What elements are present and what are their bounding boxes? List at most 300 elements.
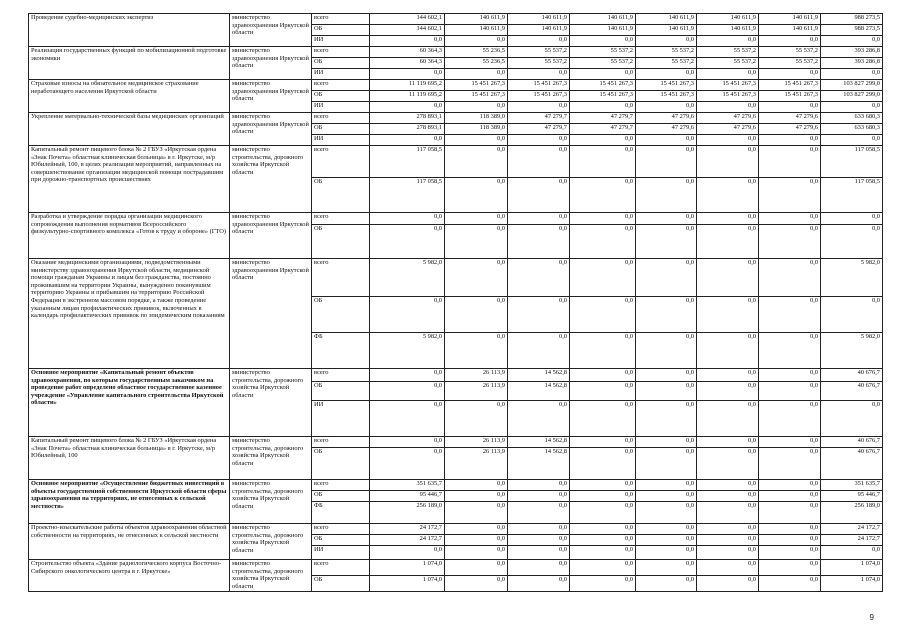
funding-source: ИИ	[312, 36, 370, 47]
year-value: 140 611,9	[759, 25, 821, 36]
funding-source: всего	[312, 524, 370, 535]
funding-source: ОБ	[312, 491, 370, 502]
year-value: 0,0	[570, 560, 636, 576]
year-value: 140 611,9	[697, 25, 759, 36]
year-value: 11 119 695,2	[370, 80, 445, 91]
year-value: 0,0	[636, 448, 697, 480]
year-value: 144 602,1	[370, 25, 445, 36]
year-value: 0,0	[570, 297, 636, 333]
table-row	[29, 213, 883, 225]
year-value: 47 279,7	[570, 124, 636, 135]
year-value: 351 635,7	[370, 480, 445, 491]
year-value: 15 451 267,3	[570, 80, 636, 91]
total-value: 40 676,7	[821, 369, 883, 382]
year-value: 15 451 267,3	[759, 91, 821, 102]
year-value: 47 279,6	[697, 124, 759, 135]
year-value: 0,0	[508, 576, 570, 592]
year-value: 0,0	[570, 369, 636, 382]
funding-source: ИИ	[312, 102, 370, 113]
year-value: 0,0	[508, 178, 570, 213]
year-value: 47 279,6	[636, 113, 697, 124]
year-value: 26 113,9	[445, 369, 508, 382]
year-value: 0,0	[508, 297, 570, 333]
year-value: 140 611,9	[570, 14, 636, 25]
table-row	[29, 480, 883, 491]
year-value: 0,0	[636, 146, 697, 178]
year-value: 0,0	[570, 401, 636, 437]
year-value: 0,0	[759, 146, 821, 178]
year-value: 55 537,2	[636, 58, 697, 69]
year-value: 140 611,9	[445, 14, 508, 25]
total-value: 1 074,0	[821, 576, 883, 592]
year-value: 11 119 695,2	[370, 91, 445, 102]
year-value: 47 279,7	[508, 124, 570, 135]
year-value: 0,0	[445, 135, 508, 146]
year-value: 0,0	[445, 259, 508, 297]
total-value: 1 074,0	[821, 560, 883, 576]
year-value: 0,0	[636, 491, 697, 502]
total-value: 0,0	[821, 546, 883, 560]
year-value: 0,0	[759, 448, 821, 480]
measure-name: Укрепление материально-технической базы медицинских организаций	[29, 113, 230, 146]
total-value: 633 680,3	[821, 113, 883, 124]
total-value: 95 446,7	[821, 491, 883, 502]
year-value: 0,0	[570, 135, 636, 146]
year-value: 55 537,2	[697, 47, 759, 58]
year-value: 55 537,2	[570, 58, 636, 69]
year-value: 0,0	[636, 213, 697, 225]
total-value: 633 680,3	[821, 124, 883, 135]
year-value: 24 172,7	[370, 535, 445, 546]
funding-source: ОБ	[312, 382, 370, 401]
year-value: 0,0	[508, 102, 570, 113]
funding-source: ОБ	[312, 448, 370, 480]
year-value: 0,0	[570, 178, 636, 213]
year-value: 0,0	[445, 576, 508, 592]
year-value: 0,0	[636, 401, 697, 437]
year-value: 0,0	[570, 480, 636, 491]
year-value: 0,0	[759, 259, 821, 297]
year-value: 117 058,5	[370, 146, 445, 178]
year-value: 55 537,2	[570, 47, 636, 58]
year-value: 0,0	[636, 576, 697, 592]
funding-source: ИИ	[312, 69, 370, 80]
year-value: 0,0	[759, 297, 821, 333]
year-value: 0,0	[636, 546, 697, 560]
total-value: 988 273,5	[821, 25, 883, 36]
year-value: 60 364,3	[370, 58, 445, 69]
measure-name: Страховые взносы на обязательное медицинское страхование неработающего населения Иркутской области	[29, 80, 230, 113]
year-value: 140 611,9	[759, 14, 821, 25]
measure-name: Основное мероприятие «Капитальный ремонт объектов здравоохранения, по которым государственным заказчиком на проведение работ определено областное государственное казенное учреждение «Управление капитального строительства Иркутской области»	[29, 369, 230, 437]
funding-source: ОБ	[312, 58, 370, 69]
total-value: 0,0	[821, 401, 883, 437]
year-value: 0,0	[370, 437, 445, 448]
year-value: 0,0	[759, 102, 821, 113]
year-value: 1 074,0	[370, 560, 445, 576]
year-value: 0,0	[570, 546, 636, 560]
year-value: 0,0	[636, 135, 697, 146]
year-value: 0,0	[445, 491, 508, 502]
year-value: 278 893,1	[370, 124, 445, 135]
year-value: 0,0	[697, 146, 759, 178]
year-value: 0,0	[697, 213, 759, 225]
year-value: 47 279,6	[759, 124, 821, 135]
year-value: 0,0	[445, 178, 508, 213]
year-value: 47 279,7	[570, 113, 636, 124]
year-value: 0,0	[508, 259, 570, 297]
year-value: 0,0	[636, 480, 697, 491]
year-value: 0,0	[570, 259, 636, 297]
year-value: 0,0	[636, 502, 697, 524]
year-value: 0,0	[570, 576, 636, 592]
year-value: 0,0	[570, 213, 636, 225]
year-value: 55 236,5	[445, 47, 508, 58]
funding-source: ОБ	[312, 535, 370, 546]
year-value: 0,0	[370, 297, 445, 333]
year-value: 0,0	[759, 576, 821, 592]
year-value: 0,0	[697, 524, 759, 535]
year-value: 0,0	[759, 401, 821, 437]
year-value: 0,0	[759, 546, 821, 560]
funding-source: всего	[312, 113, 370, 124]
year-value: 0,0	[445, 225, 508, 259]
year-value: 0,0	[636, 369, 697, 382]
year-value: 0,0	[697, 382, 759, 401]
year-value: 140 611,9	[508, 14, 570, 25]
responsible-executor: министерство строительства, дорожного хозяйства Иркутской области	[230, 369, 312, 437]
year-value: 0,0	[370, 36, 445, 47]
table-row	[29, 113, 883, 124]
year-value: 0,0	[759, 213, 821, 225]
year-value: 0,0	[697, 480, 759, 491]
year-value: 0,0	[445, 102, 508, 113]
year-value: 118 389,0	[445, 124, 508, 135]
year-value: 117 058,5	[370, 178, 445, 213]
year-value: 0,0	[370, 69, 445, 80]
year-value: 0,0	[570, 535, 636, 546]
year-value: 15 451 267,3	[697, 80, 759, 91]
year-value: 0,0	[570, 437, 636, 448]
year-value: 15 451 267,3	[445, 91, 508, 102]
total-value: 24 172,7	[821, 535, 883, 546]
total-value: 0,0	[821, 225, 883, 259]
year-value: 5 982,0	[370, 333, 445, 369]
year-value: 0,0	[370, 382, 445, 401]
funding-source: всего	[312, 560, 370, 576]
year-value: 0,0	[370, 213, 445, 225]
funding-source: всего	[312, 213, 370, 225]
table-body	[29, 14, 883, 592]
total-value: 117 058,5	[821, 146, 883, 178]
year-value: 0,0	[636, 535, 697, 546]
total-value: 0,0	[821, 135, 883, 146]
total-value: 0,0	[821, 102, 883, 113]
year-value: 60 364,3	[370, 47, 445, 58]
year-value: 0,0	[636, 297, 697, 333]
year-value: 0,0	[636, 437, 697, 448]
year-value: 55 537,2	[759, 58, 821, 69]
year-value: 0,0	[697, 576, 759, 592]
responsible-executor: министерство здравоохранения Иркутской области	[230, 80, 312, 113]
year-value: 0,0	[370, 448, 445, 480]
year-value: 0,0	[636, 259, 697, 297]
year-value: 0,0	[697, 401, 759, 437]
total-value: 103 827 299,0	[821, 80, 883, 91]
measure-name: Основное мероприятие «Осуществление бюджетных инвестиций в объекты государственной собственности Иркутской области сферы здравоохранения на территориях, не отнесенных к сельской местности»	[29, 480, 230, 524]
responsible-executor: министерство строительства, дорожного хозяйства Иркутской области	[230, 437, 312, 480]
year-value: 0,0	[508, 491, 570, 502]
year-value: 0,0	[697, 102, 759, 113]
year-value: 0,0	[759, 502, 821, 524]
responsible-executor: министерство строительства, дорожного хозяйства Иркутской области	[230, 480, 312, 524]
year-value: 0,0	[636, 524, 697, 535]
responsible-executor: министерство здравоохранения Иркутской области	[230, 113, 312, 146]
year-value: 24 172,7	[370, 524, 445, 535]
funding-source: ФБ	[312, 502, 370, 524]
year-value: 0,0	[370, 369, 445, 382]
year-value: 0,0	[445, 401, 508, 437]
total-value: 351 635,7	[821, 480, 883, 491]
funding-source: ИИ	[312, 546, 370, 560]
year-value: 26 113,9	[445, 382, 508, 401]
funding-source: всего	[312, 480, 370, 491]
measure-name: Капитальный ремонт пищевого блока № 2 ГБУЗ «Иркутская ордена «Знак Почета» областная клиническая больница» в г. Иркутске, м/р Юбилейный, 100	[29, 437, 230, 480]
year-value: 14 562,8	[508, 369, 570, 382]
year-value: 0,0	[570, 502, 636, 524]
year-value: 0,0	[697, 491, 759, 502]
funding-source: всего	[312, 259, 370, 297]
year-value: 0,0	[697, 560, 759, 576]
measure-name: Капитальный ремонт пищевого блока № 2 ГБУЗ «Иркутская ордена «Знак Почета» областная клиническая больница» в г. Иркутске, м/р Юбилейный, 100, в целях реализации мероприятий, направленных на совершенствование организации медицинской помощи пострадавшим при дорожно-транспортных происшествиях	[29, 146, 230, 213]
year-value: 0,0	[759, 69, 821, 80]
table-row	[29, 146, 883, 178]
year-value: 0,0	[370, 546, 445, 560]
year-value: 55 537,2	[508, 58, 570, 69]
year-value: 55 537,2	[759, 47, 821, 58]
measure-name: Строительство объекта «Здание радиологического корпуса Восточно-Сибирского онкологического центра в г. Иркутске»	[29, 560, 230, 592]
table-row	[29, 14, 883, 25]
year-value: 0,0	[445, 546, 508, 560]
year-value: 0,0	[508, 213, 570, 225]
year-value: 0,0	[759, 333, 821, 369]
year-value: 144 602,1	[370, 14, 445, 25]
year-value: 0,0	[370, 135, 445, 146]
year-value: 0,0	[697, 135, 759, 146]
funding-source: ОБ	[312, 297, 370, 333]
year-value: 0,0	[445, 36, 508, 47]
year-value: 0,0	[570, 102, 636, 113]
year-value: 47 279,6	[759, 113, 821, 124]
responsible-executor: министерство здравоохранения Иркутской области	[230, 259, 312, 369]
year-value: 0,0	[570, 382, 636, 401]
funding-source: всего	[312, 146, 370, 178]
total-value: 0,0	[821, 69, 883, 80]
year-value: 0,0	[636, 102, 697, 113]
year-value: 0,0	[697, 178, 759, 213]
year-value: 47 279,7	[508, 113, 570, 124]
year-value: 0,0	[508, 36, 570, 47]
table-row	[29, 560, 883, 576]
year-value: 0,0	[759, 36, 821, 47]
year-value: 0,0	[759, 382, 821, 401]
year-value: 0,0	[508, 146, 570, 178]
funding-source: ОБ	[312, 124, 370, 135]
year-value: 47 279,6	[636, 124, 697, 135]
budget-table	[28, 13, 883, 592]
funding-source: всего	[312, 47, 370, 58]
year-value: 0,0	[570, 36, 636, 47]
year-value: 140 611,9	[697, 14, 759, 25]
year-value: 15 451 267,3	[636, 80, 697, 91]
year-value: 0,0	[759, 135, 821, 146]
total-value: 393 286,8	[821, 58, 883, 69]
year-value: 14 562,8	[508, 448, 570, 480]
year-value: 0,0	[759, 560, 821, 576]
year-value: 0,0	[508, 535, 570, 546]
year-value: 0,0	[570, 448, 636, 480]
responsible-executor: министерство строительства, дорожного хозяйства Иркутской области	[230, 560, 312, 592]
year-value: 55 236,5	[445, 58, 508, 69]
year-value: 0,0	[697, 297, 759, 333]
year-value: 0,0	[570, 524, 636, 535]
year-value: 0,0	[570, 491, 636, 502]
measure-name: Оказание медицинскими организациями, подведомственными министерству здравоохранения Иркутской области, медицинской помощи гражданам Украины и лицам без гражданства, постоянно проживавшим на территории Украины, вынужденно покинувшим территорию Украины и прибывшим на территорию Российской Федерации в экстренном массовом порядке, а также проведение указанным лицам профилактических прививок, включенных в календарь профилактических прививок по эпидемическим показаниям	[29, 259, 230, 369]
responsible-executor: министерство здравоохранения Иркутской области	[230, 14, 312, 47]
year-value: 0,0	[697, 369, 759, 382]
measure-name: Разработка и утверждение порядка организации медицинского сопровождения выполнения нормативов Всероссийского физкультурно-спортивного комплекса «Готов к труду и обороне» (ГТО)	[29, 213, 230, 259]
year-value: 0,0	[697, 259, 759, 297]
year-value: 0,0	[636, 560, 697, 576]
year-value: 55 537,2	[697, 58, 759, 69]
year-value: 15 451 267,3	[697, 91, 759, 102]
responsible-executor: министерство строительства, дорожного хозяйства Иркутской области	[230, 524, 312, 560]
year-value: 15 451 267,3	[508, 80, 570, 91]
year-value: 0,0	[508, 401, 570, 437]
year-value: 0,0	[508, 480, 570, 491]
funding-source: ОБ	[312, 576, 370, 592]
year-value: 14 562,8	[508, 437, 570, 448]
year-value: 0,0	[697, 535, 759, 546]
measure-name: Проведение судебно-медицинских экспертиз	[29, 14, 230, 47]
year-value: 15 451 267,3	[570, 91, 636, 102]
year-value: 278 893,1	[370, 113, 445, 124]
total-value: 117 058,5	[821, 178, 883, 213]
funding-source: ОБ	[312, 178, 370, 213]
year-value: 0,0	[636, 382, 697, 401]
year-value: 0,0	[445, 524, 508, 535]
year-value: 0,0	[508, 502, 570, 524]
year-value: 95 446,7	[370, 491, 445, 502]
year-value: 15 451 267,3	[759, 80, 821, 91]
funding-source: ФБ	[312, 333, 370, 369]
year-value: 0,0	[697, 36, 759, 47]
year-value: 0,0	[759, 369, 821, 382]
measure-name: Реализация государственных функций по мобилизационной подготовке экономики	[29, 47, 230, 80]
year-value: 5 982,0	[370, 259, 445, 297]
year-value: 118 389,0	[445, 113, 508, 124]
total-value: 0,0	[821, 213, 883, 225]
total-value: 256 189,0	[821, 502, 883, 524]
total-value: 40 676,7	[821, 437, 883, 448]
table-row	[29, 437, 883, 448]
year-value: 0,0	[697, 546, 759, 560]
total-value: 24 172,7	[821, 524, 883, 535]
year-value: 0,0	[570, 146, 636, 178]
funding-source: ОБ	[312, 91, 370, 102]
document-page	[28, 13, 882, 636]
year-value: 0,0	[445, 535, 508, 546]
year-value: 140 611,9	[636, 25, 697, 36]
year-value: 0,0	[697, 333, 759, 369]
total-value: 103 827 299,0	[821, 91, 883, 102]
year-value: 0,0	[508, 69, 570, 80]
year-value: 0,0	[508, 524, 570, 535]
total-value: 5 982,0	[821, 333, 883, 369]
year-value: 0,0	[570, 225, 636, 259]
year-value: 0,0	[508, 225, 570, 259]
year-value: 140 611,9	[570, 25, 636, 36]
year-value: 26 113,9	[445, 448, 508, 480]
year-value: 0,0	[445, 69, 508, 80]
year-value: 0,0	[445, 502, 508, 524]
year-value: 0,0	[445, 560, 508, 576]
responsible-executor: министерство строительства, дорожного хозяйства Иркутской области	[230, 146, 312, 213]
year-value: 0,0	[445, 333, 508, 369]
funding-source: всего	[312, 14, 370, 25]
year-value: 140 611,9	[508, 25, 570, 36]
year-value: 0,0	[697, 448, 759, 480]
table-row	[29, 259, 883, 297]
table-row	[29, 369, 883, 382]
year-value: 15 451 267,3	[636, 91, 697, 102]
responsible-executor: министерство здравоохранения Иркутской области	[230, 47, 312, 80]
measure-name: Проектно-изыскательские работы объектов здравоохранения областной собственности на территориях, не отнесенных к сельской местности	[29, 524, 230, 560]
funding-source: всего	[312, 80, 370, 91]
total-value: 0,0	[821, 36, 883, 47]
year-value: 0,0	[759, 491, 821, 502]
year-value: 0,0	[508, 333, 570, 369]
year-value: 0,0	[759, 535, 821, 546]
year-value: 0,0	[508, 546, 570, 560]
year-value: 0,0	[570, 333, 636, 369]
year-value: 0,0	[759, 225, 821, 259]
total-value: 393 286,8	[821, 47, 883, 58]
year-value: 26 113,9	[445, 437, 508, 448]
year-value: 0,0	[697, 69, 759, 80]
total-value: 5 982,0	[821, 259, 883, 297]
year-value: 55 537,2	[508, 47, 570, 58]
year-value: 0,0	[636, 69, 697, 80]
year-value: 0,0	[759, 524, 821, 535]
year-value: 0,0	[508, 135, 570, 146]
funding-source: всего	[312, 369, 370, 382]
year-value: 0,0	[697, 502, 759, 524]
year-value: 0,0	[445, 213, 508, 225]
table-row	[29, 47, 883, 58]
year-value: 0,0	[445, 297, 508, 333]
funding-source: ИИ	[312, 401, 370, 437]
year-value: 15 451 267,3	[445, 80, 508, 91]
responsible-executor: министерство здравоохранения Иркутской области	[230, 213, 312, 259]
year-value: 15 451 267,3	[508, 91, 570, 102]
year-value: 47 279,6	[697, 113, 759, 124]
page-number: 9	[869, 613, 874, 622]
year-value: 256 189,0	[370, 502, 445, 524]
table-row	[29, 524, 883, 535]
year-value: 0,0	[636, 36, 697, 47]
year-value: 55 537,2	[636, 47, 697, 58]
